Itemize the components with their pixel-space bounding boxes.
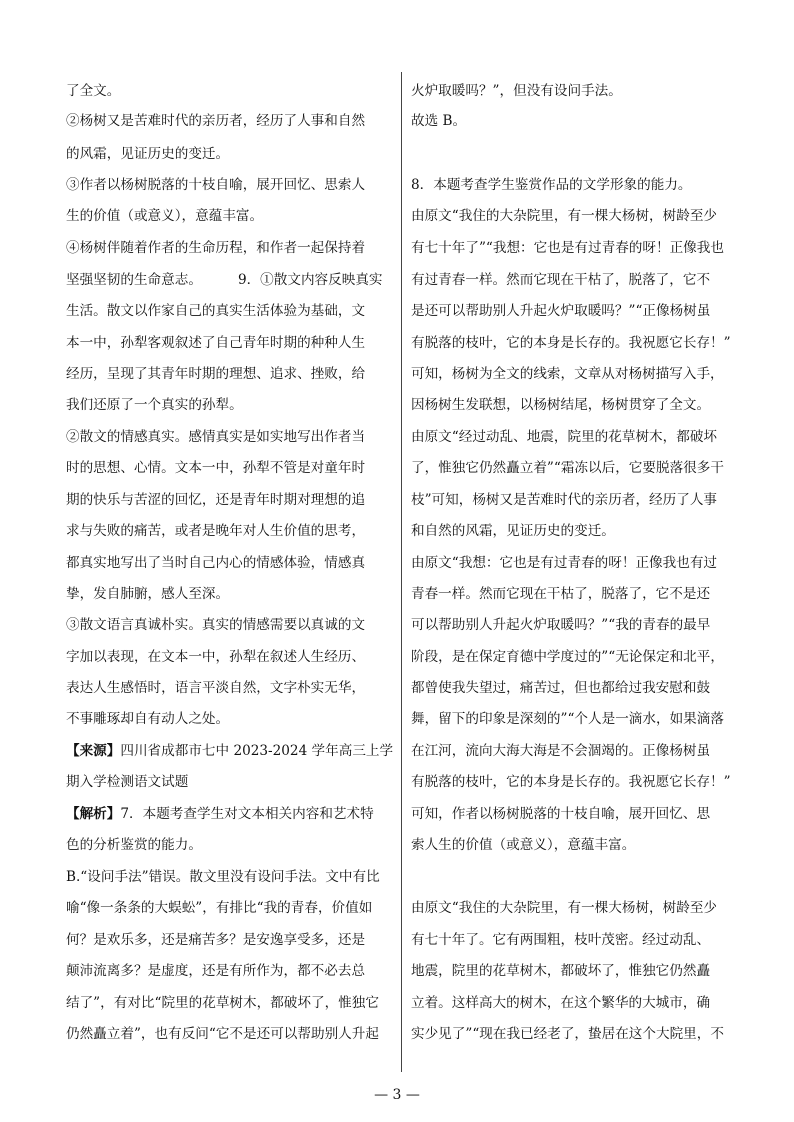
- text-line: 时的思想、心情。文本一中，孙犁不管是对童年时: [66, 460, 366, 476]
- analysis-line: [66, 804, 374, 824]
- text-line: ②散文的情感真实。感情真实是如实地写出作者当: [66, 429, 366, 445]
- text-line: 都曾使我失望过，痛苦过，但也都给过我安慰和鼓: [411, 680, 711, 696]
- text-line: ④杨树伴随着作者的生命历程，和作者一起保持着: [66, 240, 366, 256]
- text-line: 的风霜，见证历史的变迁。: [66, 146, 230, 162]
- source-label: 【来源】: [66, 743, 121, 759]
- text-line: 经历，呈现了其青年时期的理想、追求、挫败，给: [66, 366, 366, 382]
- text-line: 阶段，是在保定育德中学度过的”“无论保定和北平，: [411, 649, 724, 665]
- text-line: 我们还原了一个真实的孙犁。: [66, 397, 243, 413]
- text-line: 实少见了”“现在我已经老了，蛰居在这个大院里，不: [411, 1026, 724, 1042]
- text-line: 了全文。: [66, 83, 121, 99]
- text-line: 是还可以帮助别人升起火炉取暖吗？”“正像杨树虽: [411, 303, 711, 319]
- text-line: 青春一样。然而它现在干枯了，脱落了，它不是还: [411, 586, 711, 602]
- text-line: 求与失败的痛苦，或者是晚年对人生价值的思考，: [66, 523, 366, 539]
- text-line: B.“设问手法”错误。散文里没有设问手法。文中有比: [66, 869, 380, 885]
- text-line: 由原文“我住的大杂院里，有一棵大杨树，树龄至少: [411, 208, 718, 224]
- text-line: [66, 270, 383, 290]
- text-line: 生的价值（或意义），意蕴丰富。: [66, 208, 264, 224]
- text-line: 8．本题考查学生鉴赏作品的文学形象的能力。: [411, 177, 692, 193]
- page-number: — 3 —: [374, 1087, 420, 1103]
- text-line: 和自然的风霜，见证历史的变迁。: [411, 523, 615, 539]
- analysis-label: 【解析】: [66, 806, 121, 822]
- text-line: 由原文“经过动乱、地震，院里的花草树木，都破坏: [411, 429, 718, 445]
- text-line: 都真实地写出了当时自己内心的情感体验，情感真: [66, 555, 366, 571]
- text-line: ③作者以杨树脱落的十枝自喻，展开回忆、思索人: [66, 177, 366, 193]
- text-line: 舞，留下的印象是深刻的”“个人是一滴水，如果滴落: [411, 711, 724, 727]
- text-line: 在江河，流向大海大海是不会涸竭的。正像杨树虽: [411, 743, 711, 759]
- text-line: 有脱落的枝叶，它的本身是长存的。我祝愿它长存！”: [411, 335, 731, 351]
- text-line: 期的快乐与苦涩的回忆，还是青年时期对理想的追: [66, 492, 366, 508]
- analysis-text: 7．本题考查学生对文本相关内容和艺术特: [120, 806, 374, 822]
- text-line: ③散文语言真诚朴实。真实的情感需要以真诚的文: [66, 617, 366, 633]
- text-line: 枝”可知，杨树又是苦难时代的亲历者，经历了人事: [411, 492, 718, 508]
- text-line: 故选 B。: [411, 113, 467, 129]
- text-line: 喻“像一条条的大蜈蚣”，有排比“我的青春，价值如: [66, 900, 373, 916]
- text-line: 仍然矗立着”，也有反问“它不是还可以帮助别人升起: [66, 1026, 379, 1042]
- text-line: 由原文“我住的大杂院里，有一棵大杨树，树龄至少: [411, 900, 718, 916]
- text-line: 期入学检测语文试题: [66, 774, 189, 790]
- text-line: ②杨树又是苦难时代的亲历者，经历了人事和自然: [66, 113, 366, 129]
- text-line: 挚，发自肺腑，感人至深。: [66, 586, 230, 602]
- text-line: 由原文“我想：它也是有过青春的呀！正像我也有过: [411, 555, 718, 571]
- text-line: 索人生的价值（或意义），意蕴丰富。: [411, 837, 636, 853]
- text-line: 可知，作者以杨树脱落的十枝自喻，展开回忆、思: [411, 806, 711, 822]
- text-line: 有脱落的枝叶，它的本身是长存的。我祝愿它长存！”: [411, 774, 731, 790]
- question-9-start: 9．①散文内容反映真实: [237, 272, 383, 288]
- text-line: 地震，院里的花草树木，都破坏了，惟独它仍然矗: [411, 963, 711, 979]
- text-line: 表达人生感悟时，语言平淡自然，文字朴实无华，: [66, 680, 366, 696]
- text-line: 本一中，孙犁客观叙述了自己青年时期的种种人生: [66, 335, 366, 351]
- text-line: 可知，杨树为全文的线索，文章从对杨树描写入手，: [411, 366, 724, 382]
- text-line: 可以帮助别人升起火炉取暖吗？”“我的青春的最早: [411, 617, 711, 633]
- text-line: 色的分析鉴赏的能力。: [66, 837, 202, 853]
- text-line: 因杨树生发联想，以杨树结尾，杨树贯穿了全文。: [411, 397, 711, 413]
- text-line: 有过青春一样。然而它现在干枯了，脱落了，它不: [411, 272, 711, 288]
- text-line: 颠沛流离多？是虚度，还是有所作为，都不必去总: [66, 963, 366, 979]
- text-line: 了，惟独它仍然矗立着”“霜冻以后，它要脱落很多干: [411, 460, 724, 476]
- text-line: 火炉取暖吗？”，但没有设问手法。: [411, 83, 622, 99]
- source-text: 四川省成都市七中 2023-2024 学年高三上学: [120, 743, 394, 759]
- text-line: 生活。散文以作家自己的真实生活体验为基础，文: [66, 303, 366, 319]
- source-line: [66, 741, 393, 761]
- column-divider: [401, 72, 402, 1072]
- text-line: 字加以表现，在文本一中，孙犁在叙述人生经历、: [66, 649, 366, 665]
- text-line: 结了”，有对比“院里的花草树木，都破坏了，惟独它: [66, 995, 379, 1011]
- text-line: 有七十年了。它有两围粗，枝叶茂密。经过动乱、: [411, 932, 711, 948]
- text-line: 何？是欢乐多，还是痛苦多？是安逸享受多，还是: [66, 932, 366, 948]
- text-line: 有七十年了”“我想：它也是有过青春的呀！正像我也: [411, 240, 724, 256]
- text-line: 立着。这样高大的树木，在这个繁华的大城市，确: [411, 995, 711, 1011]
- text-segment: 坚强坚韧的生命意志。: [66, 272, 202, 288]
- text-line: 不事雕琢却自有动人之处。: [66, 711, 230, 727]
